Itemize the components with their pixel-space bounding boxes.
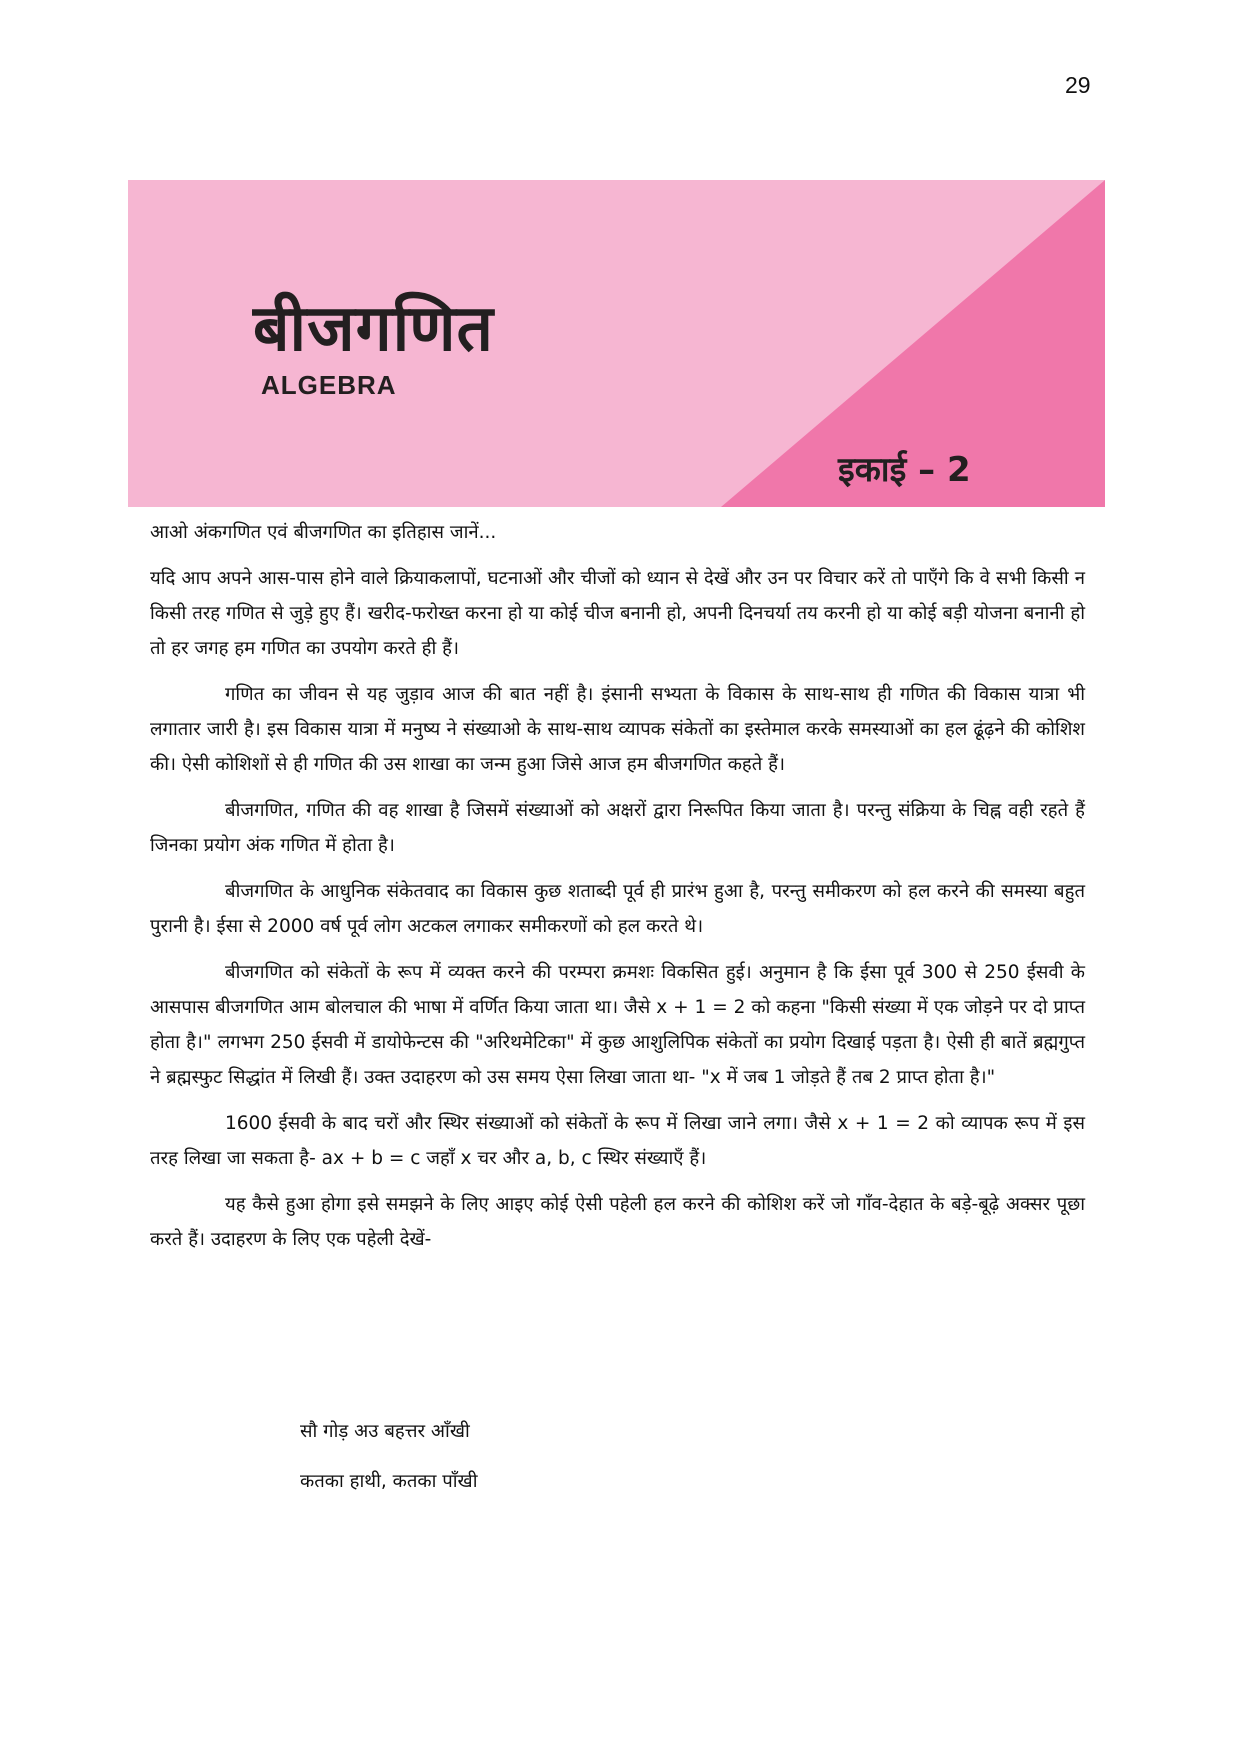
chapter-banner <box>128 180 1105 507</box>
chapter-title-english: ALGEBRA <box>261 370 397 400</box>
poem-line: सौ गोड़ अउ बहत्तर आँखी <box>300 1421 470 1442</box>
paragraph: बीजगणित के आधुनिक संकेतवाद का विकास कुछ शताब्दी पूर्व ही प्रारंभ हुआ है, परन्तु समीकरण को हल करने की समस्या बहुत पुरानी है। ईसा से 2000 वर्ष पूर्व लोग अटकल लगाकर समीकरणों को हल करते थे। <box>150 881 1085 937</box>
paragraph: बीजगणित को संकेतों के रूप में व्यक्त करने की परम्परा क्रमशः विकसित हुई। अनुमान है कि ईसा पूर्व 300 से 250 ईसवी के आसपास बीजगणित आम बोलचाल की भाषा में वर्णित किया जाता था। जैसे x + 1 = 2 को कहना "किसी संख्या में एक जोड़ने पर दो प्राप्त होता है।" लगभग 250 ईसवी में डायोफेन्टस की "अरिथमेटिका" में कुछ आशुलिपिक संकेतों का प्रयोग दिखाई पड़ता है। ऐसी ही बातें ब्रह्मगुप्त ने ब्रह्मस्फुट सिद्धांत में लिखी हैं। उक्त उदाहरण को उस समय ऐसा लिखा जाता था- "x में जब 1 जोड़ते हैं तब 2 प्राप्त होता है।" <box>150 962 1085 1088</box>
unit-label: इकाई – 2 <box>838 450 971 490</box>
chapter-body <box>150 515 1085 1268</box>
paragraph: 1600 ईसवी के बाद चरों और स्थिर संख्याओं को संकेतों के रूप में लिखा जाने लगा। जैसे x + 1 = 2 को व्यापक रूप में इस तरह लिखा जा सकता है- ax + b = c जहाँ x चर और a, b, c स्थिर संख्याएँ हैं। <box>150 1113 1085 1169</box>
paragraph: यदि आप अपने आस-पास होने वाले क्रियाकलापों, घटनाओं और चीजों को ध्यान से देखें और उन पर विचार करें तो पाएँगे कि वे सभी किसी न किसी तरह गणित से जुड़े हुए हैं। खरीद-फरोख्त करना हो या कोई चीज बनानी हो, अपनी दिनचर्या तय करनी हो या कोई बड़ी योजना बनानी हो तो हर जगह हम गणित का उपयोग करते ही हैं। <box>150 568 1085 659</box>
chapter-title-hindi: बीजगणित <box>253 292 494 366</box>
page-number: 29 <box>1065 72 1091 98</box>
paragraph: यह कैसे हुआ होगा इसे समझने के लिए आइए कोई ऐसी पहेली हल करने की कोशिश करें जो गाँव-देहात के बड़े-बूढ़े अक्सर पूछा करते हैं। उदाहरण के लिए एक पहेली देखें- <box>150 1194 1085 1250</box>
poem-line: कतका हाथी, कतका पाँखी <box>300 1471 478 1492</box>
intro-line: आओ अंकगणित एवं बीजगणित का इतिहास जानें... <box>150 522 497 543</box>
paragraph: गणित का जीवन से यह जुड़ाव आज की बात नहीं है। इंसानी सभ्यता के विकास के साथ-साथ ही गणित की विकास यात्रा भी लगातार जारी है। इस विकास यात्रा में मनुष्य ने संख्याओ के साथ-साथ व्यापक संकेतों का इस्तेमाल करके समस्याओं का हल ढूंढ़ने की कोशिश की। ऐसी कोशिशों से ही गणित की उस शाखा का जन्म हुआ जिसे आज हम बीजगणित कहते हैं। <box>150 684 1085 775</box>
paragraph: बीजगणित, गणित की वह शाखा है जिसमें संख्याओं को अक्षरों द्वारा निरूपित किया जाता है। परन्तु संक्रिया के चिह्न वही रहते हैं जिनका प्रयोग अंक गणित में होता है। <box>150 800 1085 856</box>
